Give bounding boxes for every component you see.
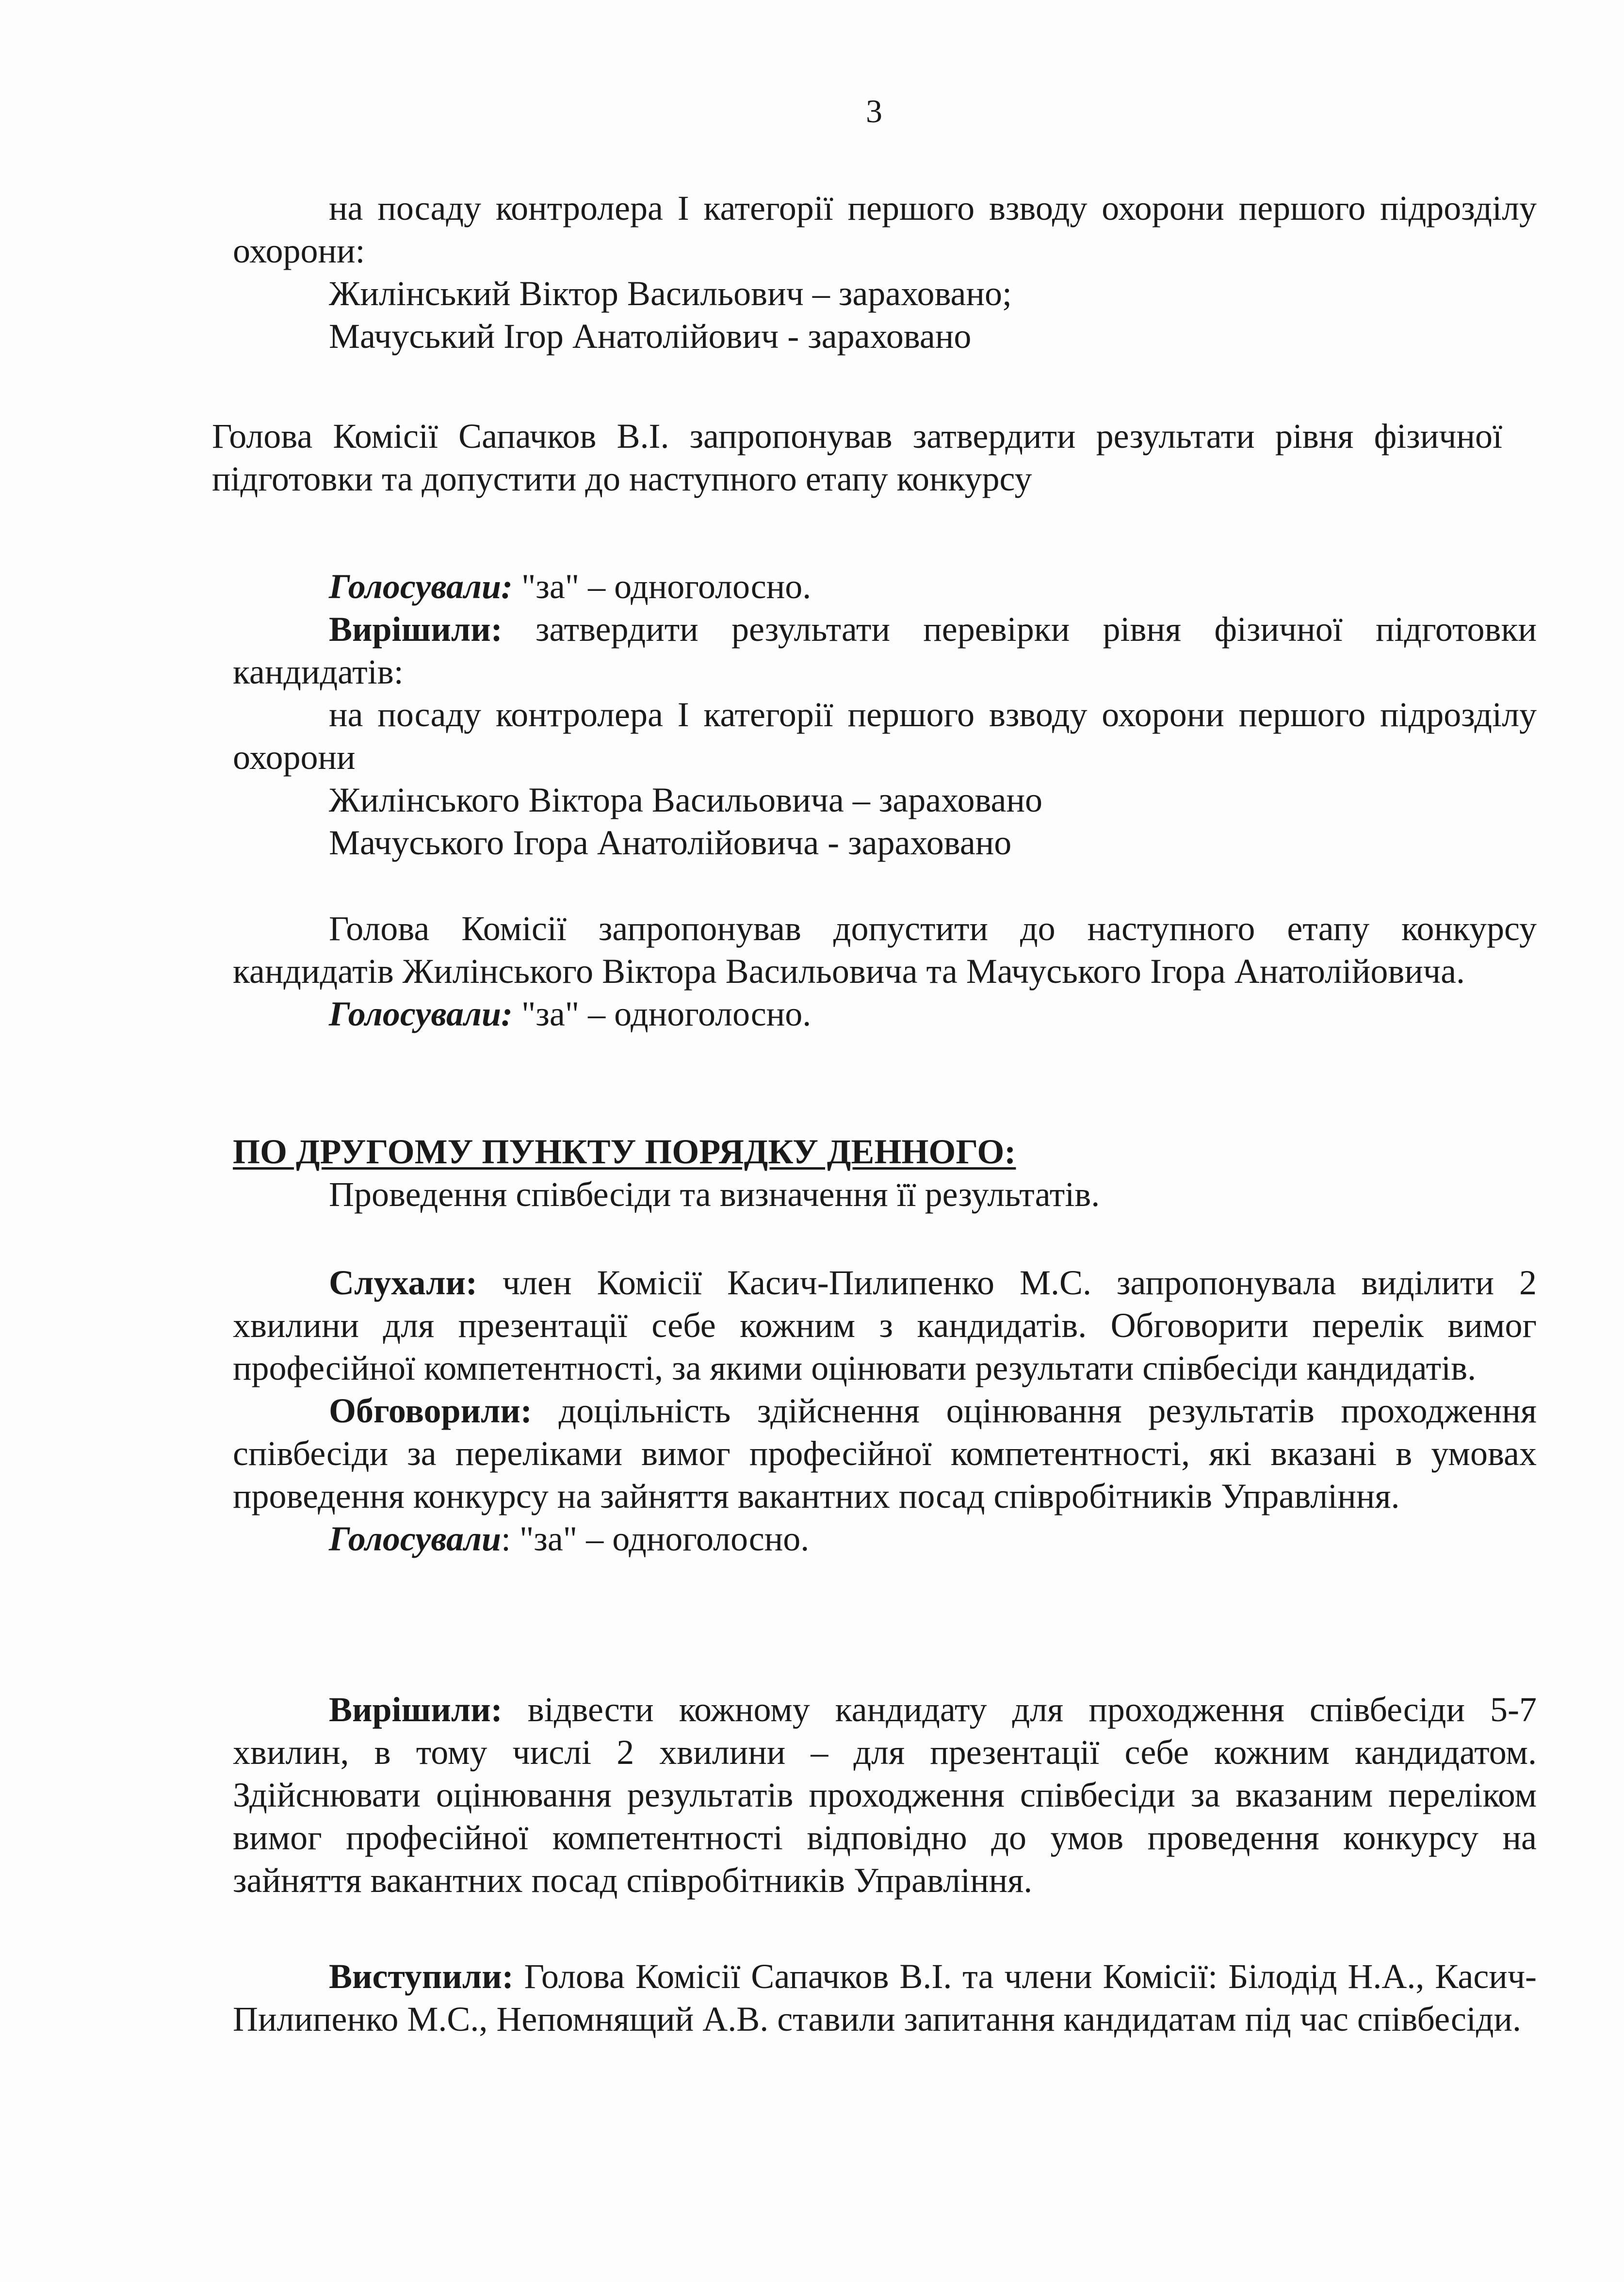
chairman-proposal-text: Голова Комісії Сапачков В.І. запропонував затвердити результати рівня фізичної підготовки та допустити до наступного етапу конкурсу (212, 417, 1502, 498)
spoke-label: Виступили: (329, 1957, 514, 1996)
discussed-label: Обговорили: (329, 1391, 532, 1430)
voted-label: Голосували: (329, 567, 513, 606)
decision-paragraph-2 (233, 1688, 1537, 1902)
chairman-proposal-2-text: Голова Комісії запропонував допустити до наступного етапу конкурсу кандидатів Жилінського Віктора Васильовича та Мачуського Ігора Анатолійовича. (233, 909, 1537, 991)
agenda-heading: ПО ДРУГОМУ ПУНКТУ ПОРЯДКУ ДЕННОГО: (233, 1132, 1016, 1171)
decided-text-2: відвести кожному кандидату для проходження співбесіди 5-7 хвилин, в тому числі 2 хвилини – для презентації себе кожним кандидатом. Здійснювати оцінювання результатів проходження співбесіди за вказаним переліком вимог професійної компетентності відповідно до умов проведення конкурсу на зайняття вакантних посад співробітників Управління. (233, 1690, 1537, 1900)
speakers-block (233, 1955, 1537, 2040)
candidate-1-result: Жилінський Віктор Васильович – зараховано; (329, 274, 1012, 313)
position-text: на посаду контролера І категорії першого взводу охорони першого підрозділу охорони: (233, 189, 1537, 270)
discussed-text: доцільність здійснення оцінювання результатів проходження співбесіди за переліками вимог професійної компетентності, які вказані в умовах проведення конкурсу на зайняття вакантних посад співробітників Управління. (233, 1391, 1537, 1516)
heard-paragraph (233, 1261, 1537, 1389)
spoke-text: Голова Комісії Сапачков В.І. та члени Комісії: Білодід Н.А., Касич-Пилипенко М.С., Непомнящий А.В. ставили запитання кандидатам під час співбесіди. (233, 1957, 1537, 2038)
discussed-paragraph (233, 1389, 1537, 1517)
decision-block-1 (233, 565, 1537, 864)
heard-text: член Комісії Касич-Пилипенко М.С. запропонувала виділити 2 хвилини для презентації себе кожним з кандидатів. Обговорити перелік вимог професійної компетентності, за якими оцінювати результати співбесіди кандидатів. (233, 1263, 1537, 1387)
candidate-2-result: Мачуський Ігор Анатолійович - зараховано (329, 317, 972, 356)
vote-line-3 (233, 1517, 1537, 1560)
voted-label-2: Голосували: (329, 994, 513, 1033)
voted-text-2: "за" – одноголосно. (512, 994, 812, 1033)
vote-line (233, 565, 1537, 608)
decision-line (233, 608, 1537, 693)
second-agenda-item (233, 1130, 1537, 1216)
position-block-1 (233, 187, 1537, 358)
candidate-1-result-2: Жилінського Віктора Васильовича – зараховано (329, 781, 1042, 819)
hearing-block (233, 1261, 1537, 1560)
decided-label: Вирішили: (329, 610, 503, 649)
decided-text: затвердити результати перевірки рівня фізичної підготовки кандидатів: (233, 610, 1537, 691)
decision-block-2 (233, 1688, 1537, 1902)
voted-text-3: : "за" – одноголосно. (501, 1519, 810, 1558)
candidate-2-result-2: Мачуського Ігора Анатолійовича - зараховано (329, 823, 1012, 862)
voted-label-3: Голосували (329, 1519, 502, 1558)
agenda-subject: Проведення співбесіди та визначення її результатів. (329, 1175, 1100, 1214)
speakers-paragraph (233, 1955, 1537, 2040)
decided-label-2: Вирішили: (329, 1690, 503, 1729)
heard-label: Слухали: (329, 1263, 477, 1302)
chairman-proposal-1 (212, 415, 1502, 500)
chairman-proposal-2 (233, 907, 1537, 1035)
position-text-2: на посаду контролера І категорії першого взводу охорони першого підрозділу охорони (233, 695, 1537, 777)
page-number: 3 (866, 93, 882, 130)
voted-text: "за" – одноголосно. (512, 567, 812, 606)
vote-line-2 (233, 993, 1537, 1035)
